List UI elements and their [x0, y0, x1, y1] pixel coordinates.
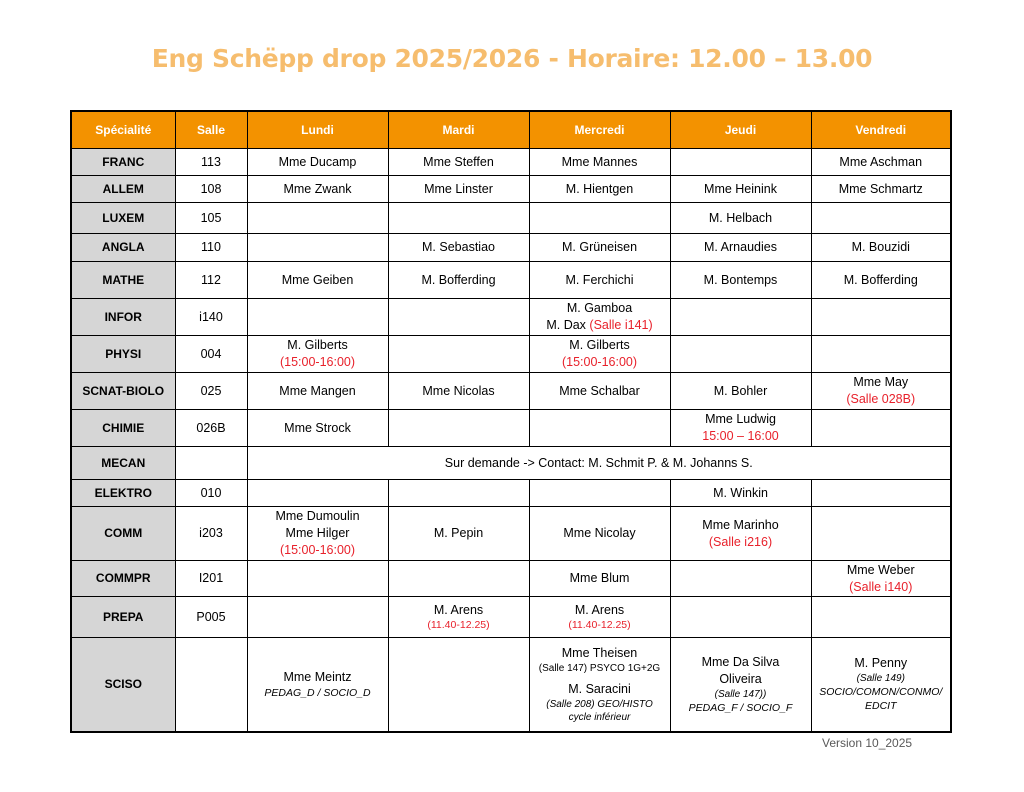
vendredi-cell [811, 203, 951, 234]
time-note: (11.40-12.25) [568, 619, 631, 631]
table-row [71, 373, 951, 410]
specialite-cell: ALLEM [71, 176, 175, 203]
table-row [71, 638, 951, 732]
teacher-name: Mme Marinho [702, 517, 779, 532]
specialite-cell: MATHE [71, 262, 175, 299]
salle-cell: 010 [175, 480, 247, 507]
salle-cell: 105 [175, 203, 247, 234]
table-row [71, 410, 951, 447]
salle-cell: 110 [175, 234, 247, 262]
mercredi-cell [529, 480, 670, 507]
mardi-cell [388, 336, 529, 373]
lundi-cell [247, 561, 388, 597]
specialite-cell: ANGLA [71, 234, 175, 262]
mardi-cell [388, 561, 529, 597]
jeudi-cell [670, 507, 811, 561]
vendredi-cell [811, 373, 951, 410]
time-note: (15:00-16:00) [279, 543, 356, 557]
specialite-cell: SCISO [71, 638, 175, 732]
lundi-cell [247, 638, 388, 732]
time-note: (15:00-16:00) [279, 355, 356, 369]
teacher-name: M. Saracini [568, 681, 631, 696]
jeudi-cell: Mme Heinink [670, 176, 811, 203]
course-note: (Salle 149) [856, 673, 905, 685]
lundi-cell: Mme Zwank [247, 176, 388, 203]
teacher-name: M. Penny [854, 656, 908, 671]
mercredi-cell: Mme Schalbar [529, 373, 670, 410]
teacher-name: M. Gilberts [287, 338, 348, 352]
mardi-cell [388, 597, 529, 638]
course-note: (Salle 147)) [714, 688, 767, 700]
room-note: (Salle i216) [708, 534, 773, 549]
jeudi-cell: M. Winkin [670, 480, 811, 507]
salle-cell: 026B [175, 410, 247, 447]
table-row [71, 336, 951, 373]
teacher-name: Mme May [853, 375, 909, 389]
mardi-cell: Mme Nicolas [388, 373, 529, 410]
course-note: PEDAG_D / SOCIO_D [264, 686, 371, 699]
room-note: (Salle i140) [849, 579, 913, 594]
salle-cell: 113 [175, 149, 247, 176]
lundi-cell [247, 597, 388, 638]
table-row [71, 480, 951, 507]
table-row [71, 561, 951, 597]
mercredi-cell: Mme Nicolay [529, 507, 670, 561]
vendredi-cell: Mme Aschman [811, 149, 951, 176]
mercredi-cell: Mme Blum [529, 561, 670, 597]
vendredi-cell [811, 480, 951, 507]
lundi-cell: Mme Ducamp [247, 149, 388, 176]
course-note: EDCIT [865, 700, 897, 713]
header-vendredi: Vendredi [811, 111, 951, 149]
mercredi-cell [529, 336, 670, 373]
vendredi-cell [811, 638, 951, 732]
specialite-cell: FRANC [71, 149, 175, 176]
table-row [71, 507, 951, 561]
salle-cell: 025 [175, 373, 247, 410]
specialite-cell: COMMPR [71, 561, 175, 597]
mercredi-cell: M. Grüneisen [529, 234, 670, 262]
lundi-cell [247, 507, 388, 561]
teacher-name: M. Dax [546, 318, 590, 332]
vendredi-cell [811, 336, 951, 373]
teacher-name: Mme Da Silva [701, 654, 780, 669]
lundi-cell [247, 203, 388, 234]
table-row [71, 262, 951, 299]
specialite-cell: COMM [71, 507, 175, 561]
salle-cell: I201 [175, 561, 247, 597]
lundi-cell [247, 234, 388, 262]
jeudi-cell [670, 149, 811, 176]
lundi-cell [247, 336, 388, 373]
salle-cell: 004 [175, 336, 247, 373]
salle-cell: 108 [175, 176, 247, 203]
course-note: cycle inférieur [568, 711, 631, 723]
vendredi-cell [811, 299, 951, 336]
mardi-cell [388, 480, 529, 507]
mercredi-cell [529, 638, 670, 732]
salle-cell: 112 [175, 262, 247, 299]
salle-cell [175, 447, 247, 480]
vendredi-cell [811, 507, 951, 561]
mardi-cell: Mme Steffen [388, 149, 529, 176]
salle-cell: i140 [175, 299, 247, 336]
header-row [71, 111, 951, 149]
mardi-cell [388, 410, 529, 447]
course-note: PEDAG_F / SOCIO_F [688, 701, 793, 714]
vendredi-cell: M. Bouzidi [811, 234, 951, 262]
mardi-cell: M. Sebastiao [388, 234, 529, 262]
course-note [533, 662, 667, 675]
specialite-cell: LUXEM [71, 203, 175, 234]
jeudi-cell: M. Arnaudies [670, 234, 811, 262]
mardi-cell: M. Pepin [388, 507, 529, 561]
teacher-name: Mme Dumoulin [275, 509, 360, 523]
table-row [71, 299, 951, 336]
room-note: (Salle 028B) [846, 392, 916, 406]
time-note: (11.40-12.25) [427, 619, 490, 631]
specialite-cell: SCNAT-BIOLO [71, 373, 175, 410]
mercredi-cell: M. Hientgen [529, 176, 670, 203]
teacher-name: M. Gilberts [569, 338, 630, 352]
salle-cell: P005 [175, 597, 247, 638]
table-row [71, 234, 951, 262]
header-salle: Salle [175, 111, 247, 149]
jeudi-cell: M. Bontemps [670, 262, 811, 299]
mercredi-cell [529, 203, 670, 234]
jeudi-cell: M. Bohler [670, 373, 811, 410]
mardi-cell: Mme Linster [388, 176, 529, 203]
course-note-text: (Salle 147) PSYCO 1G+2G [538, 662, 661, 674]
jeudi-cell [670, 410, 811, 447]
specialite-cell: PREPA [71, 597, 175, 638]
jeudi-cell: M. Helbach [670, 203, 811, 234]
mardi-cell [388, 299, 529, 336]
vendredi-cell [811, 597, 951, 638]
time-note: (15:00-16:00) [561, 355, 638, 369]
header-lundi: Lundi [247, 111, 388, 149]
lundi-cell: Mme Mangen [247, 373, 388, 410]
vendredi-cell [811, 561, 951, 597]
teacher-name: Mme Theisen [561, 645, 638, 660]
lundi-cell: Mme Strock [247, 410, 388, 447]
mercredi-cell [529, 410, 670, 447]
salle-cell [175, 638, 247, 732]
jeudi-cell [670, 561, 811, 597]
table-row [71, 597, 951, 638]
specialite-cell: MECAN [71, 447, 175, 480]
mercredi-cell [529, 299, 670, 336]
teacher-name: M. Arens [574, 603, 625, 617]
jeudi-cell [670, 299, 811, 336]
teacher-name: M. Gamboa [566, 301, 633, 315]
header-jeudi: Jeudi [670, 111, 811, 149]
teacher-name: Mme Weber [846, 562, 915, 577]
mardi-cell [388, 638, 529, 732]
specialite-cell: ELEKTRO [71, 480, 175, 507]
version-label: Version 10_2025 [822, 736, 913, 750]
room-note: (Salle i141) [589, 318, 653, 332]
course-note: SOCIO/COMON/CONMO/ [819, 686, 943, 699]
table-row [71, 203, 951, 234]
time-note: 15:00 – 16:00 [702, 429, 779, 443]
header-specialite: Spécialité [71, 111, 175, 149]
jeudi-cell [670, 638, 811, 732]
specialite-cell: CHIMIE [71, 410, 175, 447]
teacher-name: Mme Hilger [285, 526, 350, 540]
jeudi-cell [670, 597, 811, 638]
lundi-cell [247, 299, 388, 336]
teacher-line [533, 317, 667, 334]
vendredi-cell: Mme Schmartz [811, 176, 951, 203]
teacher-name: Mme Meintz [283, 669, 352, 684]
salle-cell: i203 [175, 507, 247, 561]
mercredi-cell [529, 597, 670, 638]
lundi-cell [247, 480, 388, 507]
vendredi-cell: M. Bofferding [811, 262, 951, 299]
jeudi-cell [670, 336, 811, 373]
mercredi-cell: Mme Mannes [529, 149, 670, 176]
mardi-cell [388, 203, 529, 234]
page-title: Eng Schëpp drop 2025/2026 - Horaire: 12.00 – 13.00 [151, 44, 873, 73]
teacher-name: Mme Ludwig [705, 412, 776, 426]
specialite-cell: INFOR [71, 299, 175, 336]
mardi-cell: M. Bofferding [388, 262, 529, 299]
lundi-cell: Mme Geiben [247, 262, 388, 299]
table-row [71, 447, 951, 480]
vendredi-cell [811, 410, 951, 447]
header-mercredi: Mercredi [529, 111, 670, 149]
header-mardi: Mardi [388, 111, 529, 149]
table-row [71, 176, 951, 203]
specialite-cell: PHYSI [71, 336, 175, 373]
teacher-name: M. Arens [433, 603, 484, 617]
mercredi-cell: M. Ferchichi [529, 262, 670, 299]
course-note: (Salle 208) GEO/HISTO [546, 698, 653, 710]
schedule-table [70, 110, 952, 733]
table-row [71, 149, 951, 176]
contact-note: Sur demande -> Contact: M. Schmit P. & M. Johanns S. [247, 447, 951, 480]
teacher-name: Oliveira [719, 671, 762, 686]
